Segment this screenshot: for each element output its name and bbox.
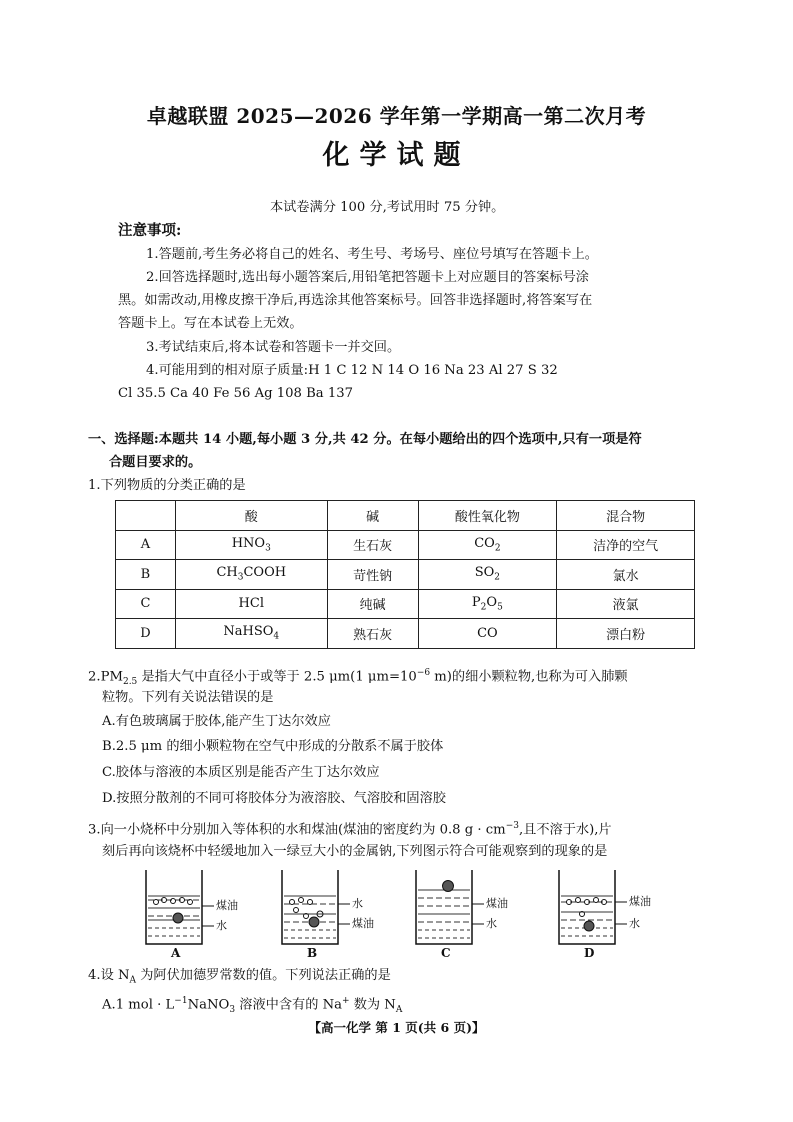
note-1: 1.答题前,考生务必将自己的姓名、考生号、考场号、座位号填写在答题卡上。 [146, 247, 598, 262]
beaker-d-bottom-label: 水 [629, 917, 640, 930]
note-4-line1: 4.可能用到的相对原子质量:H 1 C 12 N 14 O 16 Na 23 Al 27 S 32 [146, 363, 558, 378]
beaker-a-bottom-label: 水 [216, 919, 227, 932]
base-cell: 生石灰 [327, 530, 418, 560]
row-label: A [116, 530, 176, 560]
q4-option-a: A.1 mol · $L^{-1}NaNO_3$ 溶液中含有的 Na+ 数为 $N_A$ [102, 996, 403, 1016]
beaker-d-label: D [584, 946, 595, 960]
oxide-cell: CO [418, 619, 557, 649]
q2-stem-line2: 粒物。下列有关说法错误的是 [102, 690, 274, 705]
oxide-cell: $P_2O_5$ [418, 589, 557, 619]
subject-title: 化学试题 [322, 140, 471, 171]
table-row [116, 530, 695, 560]
note-2-line2: 黑。如需改动,用橡皮擦干净后,再选涂其他答案标号。回答非选择题时,将答案写在 [118, 293, 593, 308]
table-header-cell: 酸 [175, 501, 327, 531]
beaker-b-label: B [307, 946, 318, 960]
exam-info: 本试卷满分 100 分,考试用时 75 分钟。 [270, 200, 505, 215]
beaker-figure-a [140, 866, 250, 960]
q2-option-a: A.有色玻璃属于胶体,能产生丁达尔效应 [102, 714, 331, 729]
beaker-b-diagram [276, 866, 386, 956]
acid-cell: $CH_3COOH$ [175, 560, 327, 590]
base-cell: 熟石灰 [327, 619, 418, 649]
q2-option-c: C.胶体与溶液的本质区别是能否产生丁达尔效应 [102, 765, 380, 780]
table-header-cell: 酸性氧化物 [418, 501, 557, 531]
acid-cell: HCl [175, 589, 327, 619]
section-heading-line1: 一、选择题:本题共 14 小题,每小题 3 分,共 42 分。在每小题给出的四个选项中,只有一项是符 [88, 432, 642, 447]
notes-heading: 注意事项: [118, 222, 182, 239]
row-label: C [116, 589, 176, 619]
beaker-a-label: A [171, 946, 181, 960]
mixture-cell: 洁净的空气 [557, 530, 695, 560]
oxide-cell: $CO_2$ [418, 530, 557, 560]
base-cell: 纯碱 [327, 589, 418, 619]
base-cell: 苛性钠 [327, 560, 418, 590]
oxide-cell: $SO_2$ [418, 560, 557, 590]
beaker-c-bottom-label: 水 [486, 917, 497, 930]
q2-option-b: B.2.5 μm 的细小颗粒物在空气中形成的分散系不属于胶体 [102, 739, 444, 754]
beaker-figure-c [410, 866, 520, 960]
beaker-c-top-label: 煤油 [486, 897, 508, 910]
table-row [116, 560, 695, 590]
exam-title: 卓越联盟 2025—2026 学年第一学期高一第二次月考 [146, 104, 647, 128]
beaker-figure-b [276, 866, 386, 960]
beaker-b-bottom-label: 煤油 [352, 917, 374, 930]
table-header-row [116, 501, 695, 531]
mixture-cell: 漂白粉 [557, 619, 695, 649]
beaker-a-top-label: 煤油 [216, 899, 238, 912]
beaker-c-label: C [441, 946, 451, 960]
q2-option-d: D.按照分散剂的不同可将胶体分为液溶胶、气溶胶和固溶胶 [102, 791, 446, 806]
beaker-d-top-label: 煤油 [629, 895, 651, 908]
row-label: B [116, 560, 176, 590]
page-footer: 【高一化学 第 1 页(共 6 页)】 [308, 1020, 485, 1035]
q2-stem-line1: $2.PM_{2.5}$ 是指大气中直径小于或等于 2.5 μm(1 $\mu m=10^{-6}$ m)的细小颗粒物,也称为可入肺颗 [88, 668, 628, 688]
beaker-b-top-label: 水 [352, 897, 363, 910]
q3-stem-line1: 3.向一小烧杯中分别加入等体积的水和煤油(煤油的密度约为 0.8 $g \cdot cm^{-3}$,且不溶于水),片 [88, 821, 612, 838]
mixture-cell: 氯水 [557, 560, 695, 590]
classification-table [115, 500, 695, 649]
acid-cell: NaHSO$_4$ [175, 619, 327, 649]
table-header-cell [116, 501, 176, 531]
q3-stem-line2: 刻后再向该烧杯中轻缓地加入一绿豆大小的金属钠,下列图示符合可能观察到的现象的是 [102, 844, 608, 859]
mixture-cell: 液氯 [557, 589, 695, 619]
note-4-line2: Cl 35.5 Ca 40 Fe 56 Ag 108 Ba 137 [118, 386, 354, 401]
table-row [116, 619, 695, 649]
beaker-c-diagram [410, 866, 520, 956]
note-3: 3.考试结束后,将本试卷和答题卡一并交回。 [146, 340, 401, 355]
acid-cell: $HNO_3$ [175, 530, 327, 560]
beaker-d-diagram [553, 866, 663, 956]
note-2-line3: 答题卡上。写在本试卷上无效。 [118, 316, 303, 331]
note-2-line1: 2.回答选择题时,选出每小题答案后,用铅笔把答题卡上对应题目的答案标号涂 [146, 270, 589, 285]
table-row [116, 589, 695, 619]
row-label: D [116, 619, 176, 649]
table-header-cell: 碱 [327, 501, 418, 531]
q4-stem: 4.设 $N_A$ 为阿伏加德罗常数的值。下列说法正确的是 [88, 968, 391, 986]
section-heading-line2: 合题目要求的。 [109, 455, 202, 470]
table-header-cell: 混合物 [557, 501, 695, 531]
beaker-figure-d [553, 866, 663, 960]
q1-stem: 1.下列物质的分类正确的是 [88, 478, 246, 493]
